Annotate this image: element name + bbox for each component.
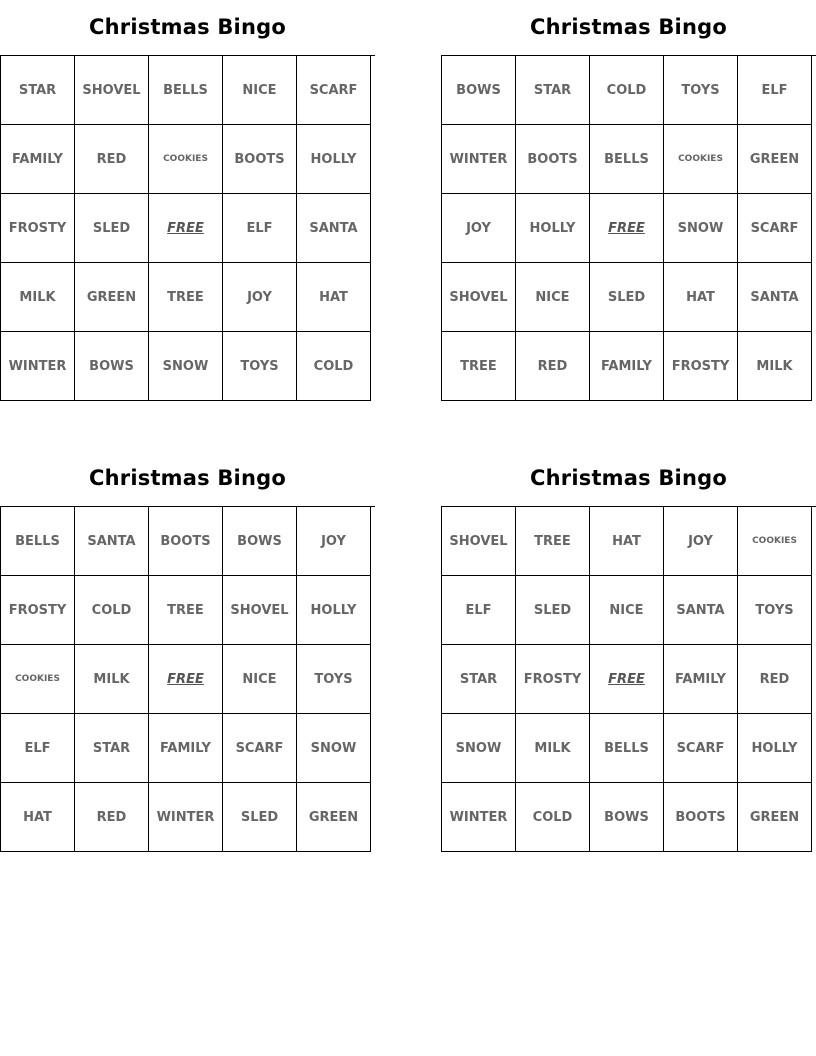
bingo-cell: RED [516, 332, 590, 401]
bingo-cell: WINTER [442, 783, 516, 852]
bingo-cell: BOOTS [664, 783, 738, 852]
bingo-cell: HOLLY [516, 194, 590, 263]
bingo-cell: HAT [664, 263, 738, 332]
bingo-cell: TOYS [297, 645, 371, 714]
bingo-cell: FROSTY [516, 645, 590, 714]
bingo-cell: ELF [1, 714, 75, 783]
bingo-cell: RED [738, 645, 812, 714]
bingo-cell: JOY [664, 507, 738, 576]
bingo-cell: HOLLY [297, 125, 371, 194]
bingo-cell: BOWS [442, 56, 516, 125]
bingo-cell: BELLS [149, 56, 223, 125]
bingo-cell: FROSTY [1, 194, 75, 263]
bingo-cell: GREEN [297, 783, 371, 852]
bingo-cell: COOKIES [738, 507, 812, 576]
bingo-cell: HOLLY [738, 714, 812, 783]
bingo-cell: SLED [590, 263, 664, 332]
free-space: FREE [149, 645, 223, 714]
bingo-cell: NICE [223, 645, 297, 714]
free-space: FREE [590, 645, 664, 714]
card-title: Christmas Bingo [89, 466, 286, 490]
bingo-cell: SHOVEL [75, 56, 149, 125]
bingo-cell: BOWS [223, 507, 297, 576]
bingo-cell: GREEN [738, 783, 812, 852]
bingo-cell: BOOTS [223, 125, 297, 194]
bingo-cell: SANTA [297, 194, 371, 263]
bingo-cell: ELF [223, 194, 297, 263]
bingo-cell: COOKIES [664, 125, 738, 194]
bingo-cell: BOOTS [516, 125, 590, 194]
card-title: Christmas Bingo [530, 15, 727, 39]
bingo-cell: WINTER [149, 783, 223, 852]
bingo-cell: FROSTY [1, 576, 75, 645]
bingo-grid [441, 55, 816, 401]
bingo-cell: BOWS [590, 783, 664, 852]
bingo-cell: NICE [516, 263, 590, 332]
bingo-cell: SHOVEL [223, 576, 297, 645]
bingo-cell: BOOTS [149, 507, 223, 576]
bingo-cell: SNOW [664, 194, 738, 263]
card-title: Christmas Bingo [530, 466, 727, 490]
bingo-cell: TREE [149, 263, 223, 332]
bingo-cell: FAMILY [664, 645, 738, 714]
bingo-cell: COLD [590, 56, 664, 125]
bingo-cell: COLD [516, 783, 590, 852]
bingo-cell: HOLLY [297, 576, 371, 645]
bingo-cell: RED [75, 125, 149, 194]
card-title: Christmas Bingo [89, 15, 286, 39]
bingo-cell: JOY [297, 507, 371, 576]
bingo-cell: SANTA [75, 507, 149, 576]
bingo-cell: MILK [75, 645, 149, 714]
bingo-cell: JOY [442, 194, 516, 263]
bingo-cell: FAMILY [149, 714, 223, 783]
bingo-cell: FAMILY [590, 332, 664, 401]
bingo-cell: SCARF [738, 194, 812, 263]
bingo-card-2 [441, 10, 816, 401]
bingo-cell: SNOW [442, 714, 516, 783]
bingo-cell: HAT [1, 783, 75, 852]
bingo-cell: TOYS [223, 332, 297, 401]
bingo-cell: TREE [442, 332, 516, 401]
bingo-cell: SLED [516, 576, 590, 645]
bingo-cell: SCARF [664, 714, 738, 783]
bingo-cell: TREE [516, 507, 590, 576]
bingo-cell: SANTA [664, 576, 738, 645]
bingo-cell: FAMILY [1, 125, 75, 194]
bingo-cell: COLD [297, 332, 371, 401]
bingo-cell: SLED [223, 783, 297, 852]
bingo-cell: BELLS [590, 714, 664, 783]
bingo-cell: NICE [223, 56, 297, 125]
bingo-cell: STAR [1, 56, 75, 125]
bingo-cell: TREE [149, 576, 223, 645]
bingo-cell: MILK [516, 714, 590, 783]
bingo-cell: MILK [1, 263, 75, 332]
bingo-cell: SNOW [297, 714, 371, 783]
bingo-cell: COOKIES [149, 125, 223, 194]
bingo-cell: BOWS [75, 332, 149, 401]
bingo-cell: ELF [442, 576, 516, 645]
free-space: FREE [149, 194, 223, 263]
bingo-cell: MILK [738, 332, 812, 401]
bingo-cell: SANTA [738, 263, 812, 332]
bingo-cell: STAR [516, 56, 590, 125]
bingo-grid [0, 55, 375, 401]
bingo-cell: SNOW [149, 332, 223, 401]
bingo-card-1 [0, 10, 375, 401]
bingo-cell: SCARF [297, 56, 371, 125]
bingo-cell: JOY [223, 263, 297, 332]
bingo-cell: STAR [75, 714, 149, 783]
bingo-cell: COLD [75, 576, 149, 645]
bingo-cell: BELLS [590, 125, 664, 194]
bingo-cell: BELLS [1, 507, 75, 576]
bingo-cell: TOYS [738, 576, 812, 645]
bingo-cell: HAT [297, 263, 371, 332]
bingo-cell: RED [75, 783, 149, 852]
bingo-cell: WINTER [442, 125, 516, 194]
bingo-cell: NICE [590, 576, 664, 645]
bingo-cell: SHOVEL [442, 507, 516, 576]
bingo-cell: WINTER [1, 332, 75, 401]
bingo-cell: GREEN [738, 125, 812, 194]
bingo-cell: SLED [75, 194, 149, 263]
bingo-card-4 [441, 461, 816, 852]
free-space: FREE [590, 194, 664, 263]
bingo-cell: STAR [442, 645, 516, 714]
bingo-cell: HAT [590, 507, 664, 576]
bingo-cell: FROSTY [664, 332, 738, 401]
bingo-cell: ELF [738, 56, 812, 125]
bingo-cell: COOKIES [1, 645, 75, 714]
bingo-cell: GREEN [75, 263, 149, 332]
bingo-grid [441, 506, 816, 852]
bingo-cell: TOYS [664, 56, 738, 125]
bingo-card-3 [0, 461, 375, 852]
bingo-grid [0, 506, 375, 852]
bingo-cell: SHOVEL [442, 263, 516, 332]
bingo-cell: SCARF [223, 714, 297, 783]
